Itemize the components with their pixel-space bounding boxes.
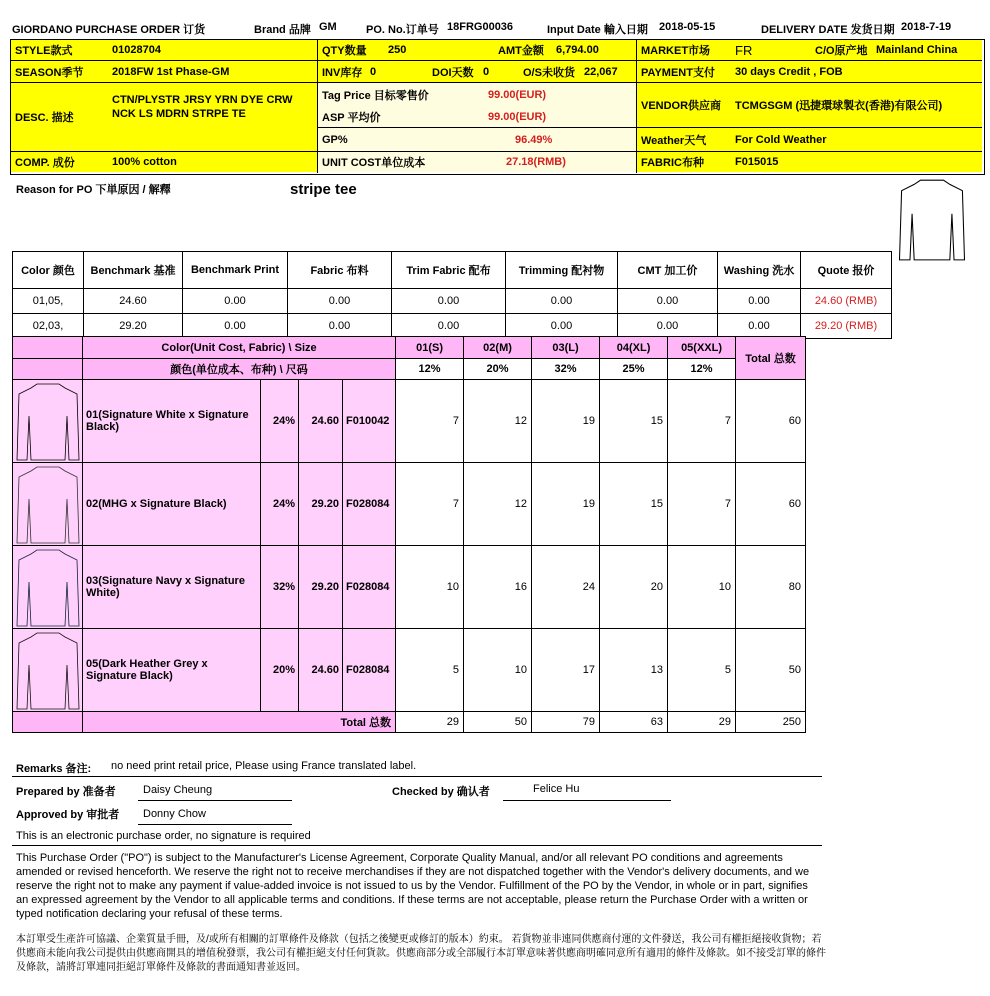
terms-english: This Purchase Order ("PO") is subject to the Manufacturer's License Agreement, Corporate Quality Manual, and/or all relevant PO conditions and agreements amended or revised henceforth. We reserve the right not to receive merchandises if they are not dispatched together with the Vendor's delivery documents, and we reserve the right not to make any payment if value-added invoice is not issued to us by the Vendor. Fulfillment of the PO by the Vendor, in whole or in part, signifies an expressed agreement by the Vendor to all applicable terms and conditions. If these terms are not acceptable, please return the Purchase Order with a written or typed notification declaring your refusal of these terms.: [16, 852, 810, 920]
qty-cell: 19: [532, 463, 600, 546]
size-col-xl: 04(XL): [600, 337, 668, 359]
qty-cell: 17: [532, 629, 600, 712]
qty-cell: 20: [600, 546, 668, 629]
table-cell: 0.00: [506, 289, 618, 314]
size-col-s: 01(S): [396, 337, 464, 359]
table-cell: 0.00: [392, 314, 506, 339]
electronic-order-note: This is an electronic purchase order, no signature is required: [16, 830, 311, 842]
qty-cell: 16: [464, 546, 532, 629]
fabric-code: F028084: [343, 629, 396, 712]
remarks-text: no need print retail price, Please using France translated label.: [111, 760, 417, 772]
vendor-row: [637, 83, 982, 128]
comp-value: 100% cotton: [112, 156, 177, 168]
unit-cost: 24.60: [299, 629, 343, 712]
input-date-label: Input Date 輸入日期: [547, 24, 648, 36]
qty-cell: 5: [668, 629, 736, 712]
size-col-l: 03(L): [532, 337, 600, 359]
prepared-by-label: Prepared by 准备者: [16, 786, 116, 798]
fabric-row: [637, 152, 982, 172]
vendor-label: VENDOR供应商: [641, 100, 722, 112]
unit-cost: 29.20: [299, 546, 343, 629]
qty-cell: 12: [464, 463, 532, 546]
sweater-grey-black-icon: [15, 463, 81, 545]
market-row: [637, 40, 982, 61]
color-size-header-cn: 颜色(单位成本、布种) \ 尺码: [83, 359, 396, 380]
weather-row: [637, 128, 982, 152]
table-cell: 0.00: [618, 289, 718, 314]
row-total: 60: [736, 380, 806, 463]
approved-by-value: Donny Chow: [143, 808, 206, 820]
weather-label: Weather天气: [641, 134, 707, 147]
inv-row: [318, 61, 636, 83]
delivery-date: 2018-7-19: [901, 21, 952, 33]
qty-cell: 24: [532, 546, 600, 629]
table-cell: 0.00: [288, 289, 392, 314]
quote-col-quote: Quote 报价: [801, 252, 892, 289]
qty-cell: 13: [600, 629, 668, 712]
delivery-date-label: DELIVERY DATE 发货日期: [761, 24, 895, 36]
quote-col-cmt: CMT 加工价: [618, 252, 718, 289]
table-cell: 0.00: [183, 289, 288, 314]
size-total: 79: [532, 712, 600, 733]
fabric-code: F028084: [343, 463, 396, 546]
season-label: SEASON季节: [15, 66, 84, 79]
table-cell: 02,03,: [13, 314, 84, 339]
input-date: 2018-05-15: [659, 21, 716, 33]
size-col-xxl: 05(XXL): [668, 337, 736, 359]
asp-row: [318, 106, 636, 128]
product-thumbnail-icon: [894, 176, 970, 262]
table-row: [13, 629, 806, 712]
color-name: 05(Dark Heather Grey x Signature Black): [83, 629, 261, 712]
quote-col-washing: Washing 洗水: [718, 252, 801, 289]
inv-label: INV库存: [322, 66, 363, 79]
table-cell: 0.00: [288, 314, 392, 339]
style-value: 01028704: [112, 44, 161, 56]
table-cell: 0.00: [506, 314, 618, 339]
qty-cell: 7: [668, 463, 736, 546]
amt-value: 6,794.00: [556, 44, 599, 56]
size-total: 50: [464, 712, 532, 733]
quote-header-row: [13, 252, 892, 289]
brand-label: Brand 品牌: [254, 24, 311, 36]
qty-cell: 12: [464, 380, 532, 463]
fabric-label: FABRIC布种: [641, 157, 704, 169]
table-row: [13, 546, 806, 629]
color-pct: 24%: [261, 463, 299, 546]
table-cell: 01,05,: [13, 289, 84, 314]
prepared-by-value: Daisy Cheung: [143, 784, 213, 796]
table-cell: 0.00: [718, 314, 801, 339]
market-value: FR: [735, 42, 753, 58]
tag-price-label: Tag Price 目标零售价: [322, 89, 429, 102]
payment-row: [637, 61, 982, 83]
size-col-m: 02(M): [464, 337, 532, 359]
qty-cell: 5: [396, 629, 464, 712]
fabric-value: F015015: [735, 156, 779, 168]
approved-by-label: Approved by 审批者: [16, 809, 120, 821]
unit-cost-row: [318, 152, 636, 172]
desc-value: CTN/PLYSTR JRSY YRN DYE CRW NCK LS MDRN STRPE TE: [112, 94, 293, 120]
inv-value: 0: [370, 65, 377, 78]
tag-price-row: [318, 83, 636, 106]
table-cell: 29.20: [84, 314, 183, 339]
size-total: 29: [396, 712, 464, 733]
season-row: [11, 61, 317, 83]
qty-row: [318, 40, 636, 61]
color-name: 01(Signature White x Signature Black): [83, 380, 261, 463]
unit-cost-label: UNIT COST单位成本: [322, 157, 426, 169]
desc-label: DESC. 描述: [15, 112, 74, 124]
size-breakdown-table: [12, 336, 806, 733]
gp-label: GP%: [322, 133, 348, 146]
color-size-header-en: Color(Unit Cost, Fabric) \ Size: [83, 337, 396, 359]
comp-row: [11, 152, 317, 172]
style-label: STYLE款式: [15, 45, 73, 57]
totals-label: Total 总数: [83, 712, 396, 733]
order-info-block: [10, 39, 983, 173]
table-row: [13, 314, 892, 339]
fabric-code: F010042: [343, 380, 396, 463]
size-total: 29: [668, 712, 736, 733]
qty-cell: 7: [396, 380, 464, 463]
row-total: 60: [736, 463, 806, 546]
checked-by-value: Felice Hu: [533, 783, 580, 795]
comp-label: COMP. 成份: [15, 157, 75, 169]
asp-label: ASP 平均价: [322, 111, 381, 124]
size-pct: 12%: [668, 359, 736, 380]
doi-value: 0: [483, 65, 490, 78]
color-pct: 24%: [261, 380, 299, 463]
sweater-navy-white-icon: [15, 546, 81, 628]
cost-quote-table: [12, 251, 892, 339]
quote-col-benchmark-print: Benchmark Print: [183, 252, 288, 289]
reason-label: Reason for PO 下単原因 / 解釋: [16, 184, 171, 196]
unit-cost: 29.20: [299, 463, 343, 546]
os-value: 22,067: [584, 65, 618, 78]
qty-cell: 7: [668, 380, 736, 463]
co-label: C/O原产地: [815, 45, 868, 57]
tag-price-value: 99.00(EUR): [488, 88, 547, 101]
reason-value: stripe tee: [290, 181, 357, 198]
checked-by-label: Checked by 确认者: [392, 786, 490, 798]
po-number-label: PO. No.订单号: [366, 24, 439, 36]
table-cell: 0.00: [392, 289, 506, 314]
co-value: Mainland China: [876, 44, 958, 56]
table-row: [13, 380, 806, 463]
payment-label: PAYMENT支付: [641, 66, 715, 79]
vendor-value: TCMGSGM (迅捷環球製衣(香港)有限公司): [735, 100, 943, 112]
remarks-label: Remarks 备注:: [16, 763, 92, 775]
size-pct: 32%: [532, 359, 600, 380]
qty-value: 250: [388, 44, 407, 56]
os-label: O/S未收货: [523, 66, 575, 79]
fabric-code: F028084: [343, 546, 396, 629]
qty-cell: 10: [668, 546, 736, 629]
table-cell: 0.00: [718, 289, 801, 314]
totals-row: [13, 712, 806, 733]
po-title: GIORDANO PURCHASE ORDER 订货: [12, 24, 206, 36]
qty-cell: 15: [600, 380, 668, 463]
table-cell: 29.20 (RMB): [801, 314, 892, 339]
po-number: 18FRG00036: [447, 21, 514, 33]
quote-col-fabric: Fabric 布料: [288, 252, 392, 289]
asp-value: 99.00(EUR): [488, 110, 547, 123]
size-pct-row: [13, 359, 806, 380]
payment-value: 30 days Credit , FOB: [735, 65, 843, 78]
desc-row: [11, 83, 317, 152]
quote-col-benchmark: Benchmark 基准: [84, 252, 183, 289]
table-row: [13, 289, 892, 314]
sweater-dark-grey-black-icon: [15, 629, 81, 711]
unit-cost: 24.60: [299, 380, 343, 463]
amt-label: AMT金额: [498, 45, 544, 57]
total-col-header: Total 总数: [736, 337, 806, 380]
doi-label: DOI天数: [432, 66, 474, 79]
unit-cost-value: 27.18(RMB): [506, 156, 566, 168]
sweater-white-black-icon: [15, 380, 81, 462]
quote-col-color: Color 颜色: [13, 252, 84, 289]
weather-value: For Cold Weather: [735, 133, 827, 146]
table-cell: 0.00: [183, 314, 288, 339]
gp-row: [318, 128, 636, 152]
size-pct: 12%: [396, 359, 464, 380]
color-name: 03(Signature Navy x Signature White): [83, 546, 261, 629]
qty-cell: 15: [600, 463, 668, 546]
grand-total: 250: [736, 712, 806, 733]
table-cell: 0.00: [618, 314, 718, 339]
size-pct: 25%: [600, 359, 668, 380]
qty-cell: 7: [396, 463, 464, 546]
market-label: MARKET市场: [641, 45, 711, 57]
qty-cell: 19: [532, 380, 600, 463]
qty-cell: 10: [464, 629, 532, 712]
terms-chinese: 本訂單受生產許可協議、企業質量手冊，及/或所有相關的訂單條件及條款（包括之後變更或修訂的版本）約束。 若貨物並非連同供應商付運的文件發送，我公司有權拒絕接收貨物；若供應商未能向我公司提供由供應商開具的增值稅發票，我公司有權拒絕支付任何貨款。供應商部分或全部履行本訂單意味著供應商明確同意所有適用的條件及條款。如不接受訂單的條件及條款，請將訂單連同拒絕訂單條件及條款的書面通知書並返回。: [16, 934, 826, 973]
quote-col-trimming: Trimming 配衬物: [506, 252, 618, 289]
color-name: 02(MHG x Signature Black): [83, 463, 261, 546]
size-header-row: [13, 337, 806, 359]
style-row: [11, 40, 317, 61]
table-row: [13, 463, 806, 546]
gp-value: 96.49%: [515, 133, 553, 146]
row-total: 80: [736, 546, 806, 629]
brand-value: GM: [319, 21, 337, 33]
table-cell: 24.60: [84, 289, 183, 314]
season-value: 2018FW 1st Phase-GM: [112, 65, 230, 78]
color-pct: 32%: [261, 546, 299, 629]
qty-cell: 10: [396, 546, 464, 629]
quote-col-trim-fabric: Trim Fabric 配布: [392, 252, 506, 289]
row-total: 50: [736, 629, 806, 712]
table-cell: 24.60 (RMB): [801, 289, 892, 314]
size-pct: 20%: [464, 359, 532, 380]
size-total: 63: [600, 712, 668, 733]
qty-label: QTY数量: [322, 45, 367, 57]
color-pct: 20%: [261, 629, 299, 712]
